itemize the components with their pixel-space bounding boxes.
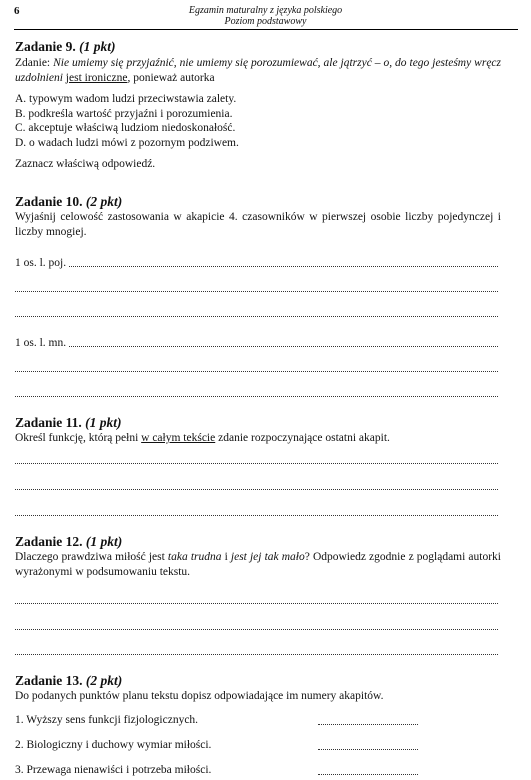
task-10-prompt: Wyjaśnij celowość zastosowania w akapicie 4. czasowników w pierwszej osobie liczby pojedynczej i liczby mnogiej.: [15, 211, 501, 238]
plan-item-3: 3. Przewaga nienawiści i potrzeba miłości.: [15, 764, 212, 776]
plan-answer-3[interactable]: [318, 774, 418, 775]
task-13: [15, 673, 501, 704]
task-12-italic-1: taka trudna: [167, 551, 222, 563]
header-exam-title: Egzamin maturalny z języka polskiego: [188, 5, 343, 16]
option-c[interactable]: C. akceptuje właściwą ludziom niedoskonałość.: [15, 122, 236, 134]
task-13-prompt: Do podanych punktów planu tekstu dopisz odpowiadające im numery akapitów.: [15, 690, 384, 702]
answer-line-12-1[interactable]: [15, 603, 498, 604]
answer-line-12-2[interactable]: [15, 629, 498, 630]
answer-line-11-2[interactable]: [15, 489, 498, 490]
task-11-underlined: w całym tekście: [141, 432, 216, 444]
answer-label-singular: 1 os. l. poj.: [15, 257, 67, 269]
task-12: [15, 534, 501, 579]
task-10-title-text: Zadanie 10.: [15, 194, 83, 209]
answer-line-10-4[interactable]: [15, 346, 498, 347]
task-9-instruction: Zaznacz właściwą odpowiedź.: [15, 158, 156, 170]
task-9-quote: Nie umiemy się przyjaźnić, nie umiemy się porozumiewać, ale jątrzyć – o, do tego jesteśmy wręcz uzdolnieni: [15, 57, 502, 84]
plan-answer-2[interactable]: [318, 749, 418, 750]
task-12-italic-2: jest jej tak mało: [230, 551, 305, 563]
answer-label-plural: 1 os. l. mn.: [15, 337, 67, 349]
task-10-title: [15, 194, 501, 210]
task-12-prompt-b: i: [221, 551, 231, 563]
page-number: 6: [14, 5, 20, 17]
task-9-points: (1 pkt): [79, 39, 116, 54]
answer-line-10-3[interactable]: [15, 316, 498, 317]
answer-line-11-3[interactable]: [15, 515, 498, 516]
task-12-title-text: Zadanie 12.: [15, 534, 83, 549]
header-level: Poziom podstawowy: [224, 16, 307, 27]
task-11-title: [15, 415, 501, 431]
task-11-title-text: Zadanie 11.: [15, 415, 82, 430]
header-rule: [14, 29, 518, 30]
task-9-prompt: [15, 56, 501, 85]
plan-item-1: 1. Wyższy sens funkcji fizjologicznych.: [15, 714, 199, 726]
answer-line-10-6[interactable]: [15, 396, 498, 397]
task-13-points: (2 pkt): [85, 673, 123, 688]
plan-answer-1[interactable]: [318, 724, 418, 725]
task-11-prompt: [15, 431, 501, 446]
task-11-prompt-b: zdanie rozpoczynające ostatni akapit.: [215, 432, 390, 444]
task-12-prompt-c: ? Odpowiedz zgodnie z poglądami autorki wyrażonymi w podsumowaniu tekstu.: [15, 551, 501, 578]
task-13-title-text: Zadanie 13.: [15, 673, 83, 688]
task-9-prompt-prefix: Zdanie:: [15, 57, 54, 69]
task-11-points: (1 pkt): [85, 415, 122, 430]
option-b[interactable]: B. podkreśla wartość przyjaźni i porozumienia.: [15, 107, 233, 120]
answer-line-10-2[interactable]: [15, 291, 498, 292]
plan-item-2: 2. Biologiczny i duchowy wymiar miłości.: [15, 739, 212, 751]
task-12-points: (1 pkt): [85, 534, 123, 549]
answer-line-12-3[interactable]: [15, 654, 498, 655]
answer-line-10-5[interactable]: [15, 371, 498, 372]
task-9-underlined: jest ironiczne: [65, 71, 128, 84]
task-9: [15, 39, 501, 172]
answer-line-10-1[interactable]: [15, 266, 498, 267]
task-10: [15, 194, 501, 239]
task-9-title: [15, 39, 501, 55]
task-11-prompt-a: Określ funkcję, którą pełni: [15, 432, 142, 444]
task-9-options: [15, 92, 501, 150]
answer-line-11-1[interactable]: [15, 463, 498, 464]
task-12-prompt: [15, 550, 501, 579]
option-d[interactable]: D. o wadach ludzi mówi z pozornym podziwem.: [15, 136, 239, 149]
task-12-prompt-a: Dlaczego prawdziwa miłość jest: [15, 551, 168, 563]
task-13-title: [15, 673, 501, 689]
task-9-title-text: Zadanie 9.: [15, 39, 76, 54]
option-a[interactable]: A. typowym wadom ludzi przeciwstawia zalety.: [15, 93, 237, 105]
task-12-title: [15, 534, 501, 550]
task-10-points: (2 pkt): [85, 194, 123, 209]
task-9-prompt-suffix: , ponieważ autorka: [127, 71, 215, 84]
task-11: [15, 415, 501, 446]
